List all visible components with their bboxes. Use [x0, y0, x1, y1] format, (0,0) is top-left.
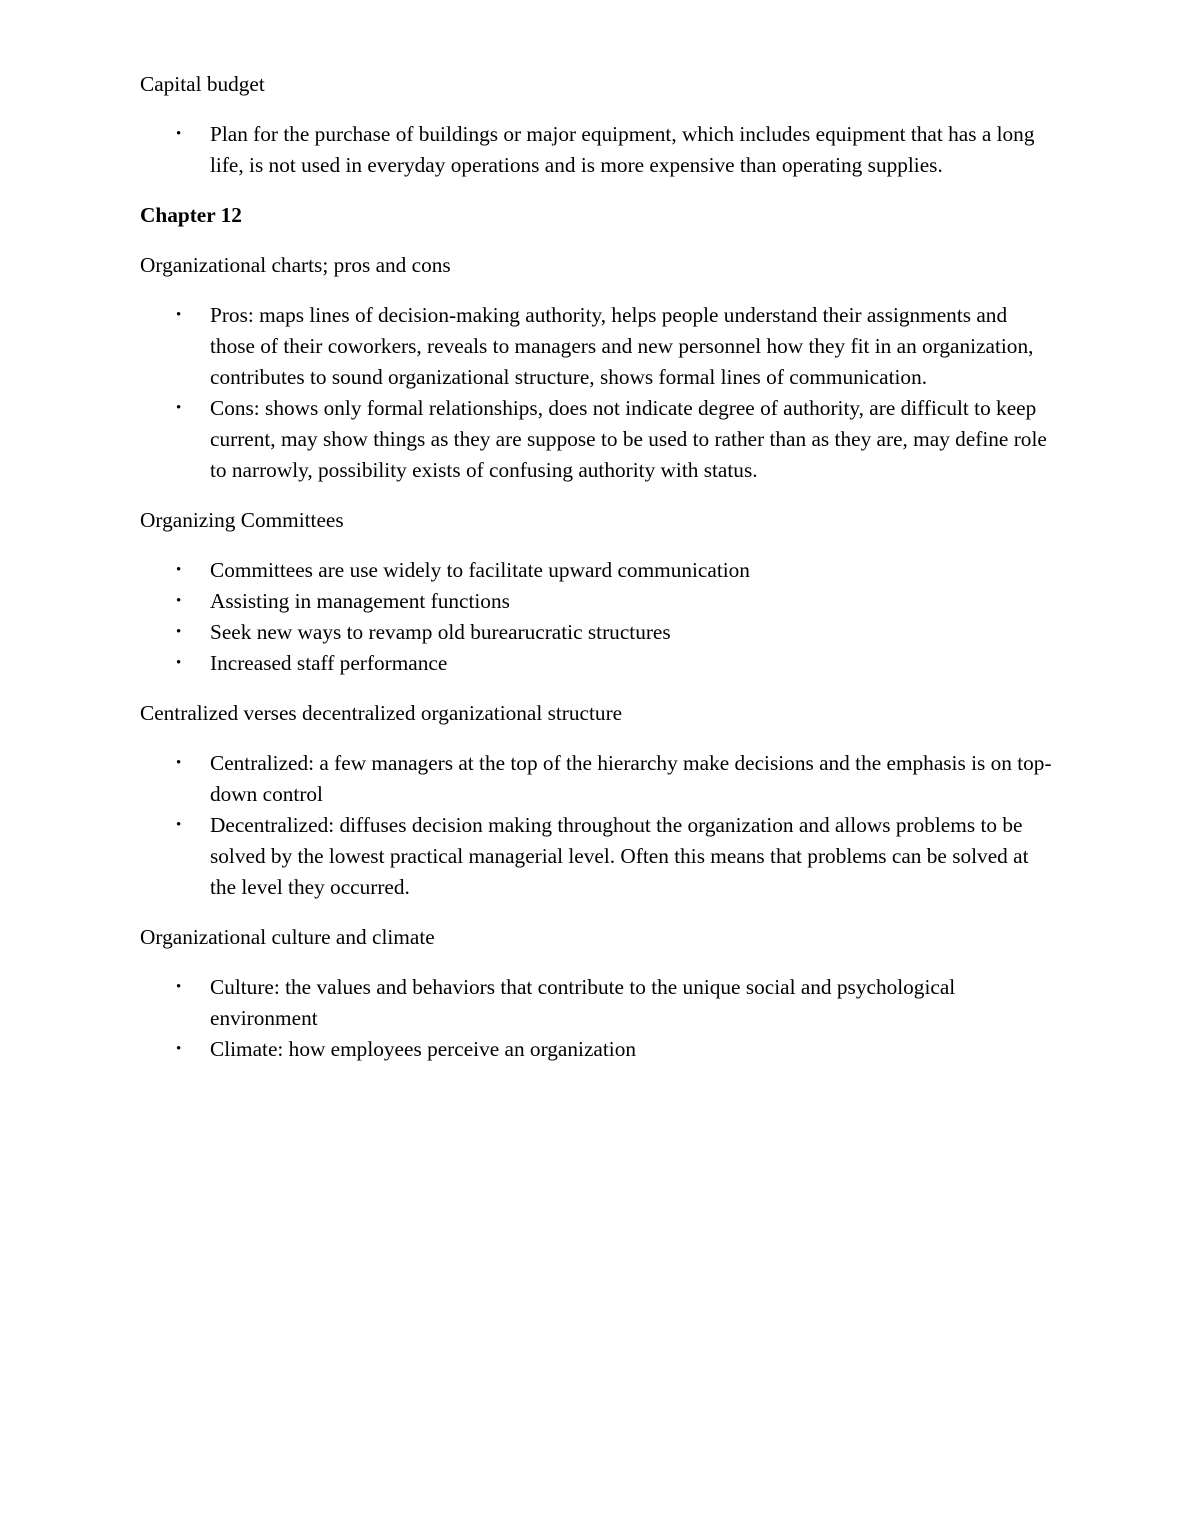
- bullet-icon: •: [176, 307, 182, 323]
- document-page: [140, 69, 1052, 1084]
- bullet-icon: •: [176, 1041, 182, 1057]
- list-item: [176, 748, 1052, 810]
- bullet-icon: •: [176, 624, 182, 640]
- list-item-text: Pros: maps lines of decision-making authority, helps people understand their assignments and those of their coworkers, reveals to managers and new personnel how they fit in an organization, contributes to sound organizational structure, shows formal lines of communication.: [210, 303, 1034, 389]
- bullet-list-org-charts: [140, 300, 1052, 486]
- bullet-icon: •: [176, 400, 182, 416]
- bullet-list-capital-budget: [140, 119, 1052, 181]
- list-item-text: Plan for the purchase of buildings or major equipment, which includes equipment that has a long life, is not used in everyday operations and is more expensive than operating supplies.: [210, 122, 1035, 177]
- section-heading-culture-climate: Organizational culture and climate: [140, 925, 435, 949]
- list-item-text: Centralized: a few managers at the top of the hierarchy make decisions and the emphasis is on top-down control: [210, 751, 1052, 806]
- list-item-text: Committees are use widely to facilitate upward communication: [210, 558, 750, 582]
- bullet-icon: •: [176, 817, 182, 833]
- bullet-icon: •: [176, 755, 182, 771]
- section-heading-centralization: Centralized verses decentralized organizational structure: [140, 701, 623, 725]
- bullet-icon: •: [176, 593, 182, 609]
- list-item: [176, 555, 1052, 586]
- bullet-list-committees: [140, 555, 1052, 679]
- section-heading-committees: Organizing Committees: [140, 508, 344, 532]
- list-item: [176, 617, 1052, 648]
- bullet-icon: •: [176, 562, 182, 578]
- list-item: [176, 119, 1052, 181]
- section-heading-org-charts: Organizational charts; pros and cons: [140, 253, 451, 277]
- section-heading-capital-budget: Capital budget: [140, 72, 265, 96]
- list-item-text: Culture: the values and behaviors that contribute to the unique social and psychological environment: [210, 975, 956, 1030]
- bullet-list-centralization: [140, 748, 1052, 903]
- list-item-text: Assisting in management functions: [210, 589, 510, 613]
- list-item: [176, 300, 1052, 393]
- bullet-icon: •: [176, 126, 182, 142]
- list-item: [176, 1034, 1052, 1065]
- list-item: [176, 586, 1052, 617]
- bullet-list-culture-climate: [140, 972, 1052, 1065]
- chapter-title: Chapter 12: [140, 203, 242, 227]
- list-item-text: Cons: shows only formal relationships, does not indicate degree of authority, are difficult to keep current, may show things as they are suppose to be used to rather than as they are, may define role to narrowly, possibility exists of confusing authority with status.: [210, 396, 1047, 482]
- list-item: [176, 648, 1052, 679]
- list-item-text: Decentralized: diffuses decision making throughout the organization and allows problems to be solved by the lowest practical managerial level. Often this means that problems can be solved at the level they occurred.: [210, 813, 1029, 899]
- list-item: [176, 810, 1052, 903]
- bullet-icon: •: [176, 979, 182, 995]
- list-item-text: Increased staff performance: [210, 651, 448, 675]
- list-item-text: Climate: how employees perceive an organization: [210, 1037, 636, 1061]
- bullet-icon: •: [176, 655, 182, 671]
- list-item-text: Seek new ways to revamp old burearucratic structures: [210, 620, 671, 644]
- list-item: [176, 972, 1052, 1034]
- list-item: [176, 393, 1052, 486]
